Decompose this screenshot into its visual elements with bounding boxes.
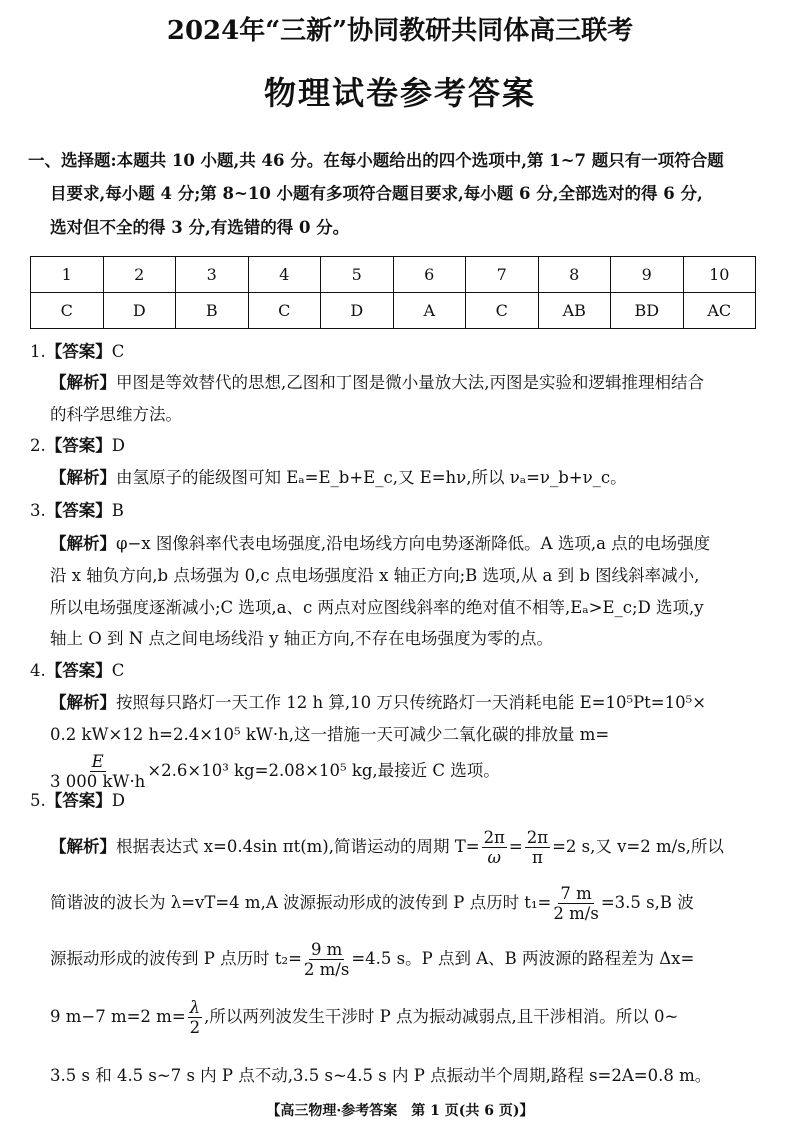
- question-number-cell: 8: [538, 257, 611, 293]
- q1-answer: 1.【答案】C: [30, 342, 125, 361]
- q4-analysis-line3: $\frac{E}{3 000 kW\cdot h}$ ×2.6×10³ kg=2.08×10⁵ kg,最接近 C 选项。: [50, 752, 500, 791]
- q2-answer: 2.【答案】D: [30, 436, 125, 455]
- question-number-cell: 4: [248, 257, 321, 293]
- answer-cell: C: [466, 293, 539, 329]
- answer-cell: D: [321, 293, 394, 329]
- q3-analysis-line3: 所以电场强度逐渐减小;C 选项,a、c 两点对应图线斜率的绝对值不相等,Eₐ>E_c;D 选项,y: [50, 598, 704, 617]
- section-instructions-line2: 目要求,每小题 4 分;第 8~10 小题有多项符合题目要求,每小题 6 分,全部选对的得 6 分,: [50, 184, 703, 203]
- q5-analysis-line2: 简谐波的波长为 λ=vT=4 m,A 波源振动形成的波传到 P 点历时 t₁= $\frac{7 m}{2 m/s}$ =3.5 s,B 波: [50, 884, 694, 923]
- question-number-cell: 3: [176, 257, 249, 293]
- section-instructions-line3: 选对但不全的得 3 分,有选错的得 0 分。: [50, 218, 350, 237]
- answer-cell: C: [31, 293, 104, 329]
- question-number-cell: 7: [466, 257, 539, 293]
- q4-analysis-line1: 【解析】按照每只路灯一天工作 12 h 算,10 万只传统路灯一天消耗电能 E=10⁵Pt=10⁵×: [50, 693, 707, 712]
- fraction: $\frac{E}{3 000 kW\cdot h}$: [50, 752, 146, 791]
- question-number-cell: 6: [393, 257, 466, 293]
- fraction: $\frac{2\pi}{\omega}$: [483, 828, 505, 867]
- q5-analysis-line5: 3.5 s 和 4.5 s~7 s 内 P 点不动,3.5 s~4.5 s 内 P 点振动半个周期,路程 s=2A=0.8 m。: [50, 1066, 712, 1085]
- question-number-row: [31, 257, 756, 293]
- answer-cell: B: [176, 293, 249, 329]
- question-number-cell: 1: [31, 257, 104, 293]
- answer-cell: AB: [538, 293, 611, 329]
- page-footer: 【高三物理·参考答案 第 1 页(共 6 页)】: [266, 1103, 534, 1119]
- q3-analysis-line2: 沿 x 轴负方向,b 点场强为 0,c 点电场强度沿 x 轴正方向;B 选项,从 a 到 b 图线斜率减小,: [50, 566, 700, 585]
- question-number-cell: 9: [611, 257, 684, 293]
- q1-analysis-line2: 的科学思维方法。: [50, 405, 182, 424]
- question-number-cell: 2: [103, 257, 176, 293]
- answer-cell: C: [248, 293, 321, 329]
- q4-answer: 4.【答案】C: [30, 661, 125, 680]
- q3-analysis-line1: 【解析】φ−x 图像斜率代表电场强度,沿电场线方向电势逐渐降低。A 选项,a 点的电场强度: [50, 534, 711, 553]
- question-number-cell: 5: [321, 257, 394, 293]
- q3-analysis-line4: 轴上 O 到 N 点之间电场线沿 y 轴正方向,不存在电场强度为零的点。: [50, 629, 554, 648]
- fraction: $\frac{2\pi}{\pi}$: [526, 828, 549, 867]
- document-subtitle: 物理试卷参考答案: [263, 74, 536, 112]
- answer-row: [31, 293, 756, 329]
- question-number-cell: 10: [683, 257, 756, 293]
- exam-title: 2024年“三新”协同教研共同体高三联考: [166, 16, 634, 46]
- q3-answer: 3.【答案】B: [30, 501, 124, 520]
- fraction: $\frac{7 m}{2 m/s}$: [553, 884, 599, 923]
- q2-analysis-line1: 【解析】由氢原子的能级图可知 Eₐ=E_b+E_c,又 E=hν,所以 νₐ=ν_b+ν_c。: [50, 468, 627, 487]
- q5-analysis-line3: 源振动形成的波传到 P 点历时 t₂= $\frac{9 m}{2 m/s}$ =4.5 s。P 点到 A、B 两波源的路程差为 Δx=: [50, 940, 695, 979]
- answer-cell: A: [393, 293, 466, 329]
- fraction: $\frac{9 m}{2 m/s}$: [303, 940, 350, 979]
- q4-analysis-line2: 0.2 kW×12 h=2.4×10⁵ kW·h,这一措施一天可减少二氧化碳的排放量 m=: [50, 725, 610, 744]
- answer-cell: AC: [683, 293, 756, 329]
- answer-table: [30, 256, 756, 329]
- answer-cell: D: [103, 293, 176, 329]
- q5-answer: 5.【答案】D: [30, 791, 125, 810]
- fraction: $\frac{\lambda}{2}$: [189, 998, 201, 1037]
- answer-cell: BD: [611, 293, 684, 329]
- q5-analysis-line1: 【解析】根据表达式 x=0.4sin πt(m),简谐运动的周期 T= $\frac{2\pi}{\omega}$ = $\frac{2\pi}{\pi}$ =2 s,又 v=2 m/s,所以: [50, 828, 724, 867]
- q1-analysis-line1: 【解析】甲图是等效替代的思想,乙图和丁图是微小量放大法,丙图是实验和逻辑推理相结合: [50, 373, 704, 392]
- q5-analysis-line4: 9 m−7 m=2 m= $\frac{\lambda}{2}$ ,所以两列波发生干涉时 P 点为振动减弱点,且干涉相消。所以 0~: [50, 998, 679, 1037]
- section-instructions-line1: 一、选择题:本题共 10 小题,共 46 分。在每小题给出的四个选项中,第 1~7 题只有一项符合题: [28, 151, 724, 170]
